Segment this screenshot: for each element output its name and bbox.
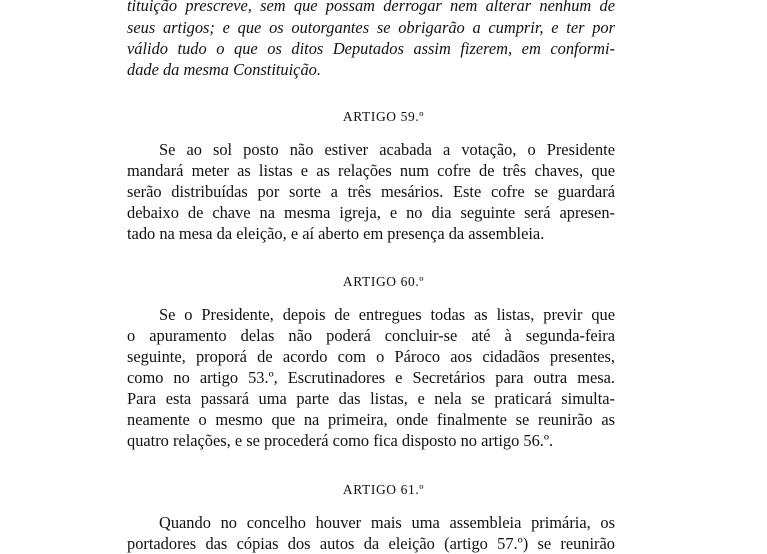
article-60-line-5: Para esta passará uma parte das listas, e nela se praticará simulta- xyxy=(127,389,615,408)
intro-line-2: seus artigos; e que os outorgantes se obrigarão a cumprir, e ter por xyxy=(127,18,615,37)
intro-line-4: dade da mesma Constituição. xyxy=(127,60,321,79)
article-61-heading: ARTIGO 61.º xyxy=(342,482,425,497)
article-60-line-4: como no artigo 53.º, Escrutinadores e Secretários para outra mesa. xyxy=(127,368,615,387)
article-60-line-2: o apuramento delas não poderá concluir-se até à segunda-feira xyxy=(127,326,615,345)
article-60-line-1: Se o Presidente, depois de entregues todas as listas, previr que xyxy=(159,305,615,324)
article-59-line-3: serão distribuídas por sorte a três mesários. Este cofre se guardará xyxy=(127,182,615,201)
article-61-line-1: Quando no concelho houver mais uma assembleia primária, os xyxy=(159,513,615,532)
article-60-line-6: neamente o mesmo que na primeira, onde finalmente se reunirão as xyxy=(127,410,615,429)
article-60-line-7: quatro relações, e se procederá como fica disposto no artigo 56.º. xyxy=(127,431,554,450)
article-59-line-1: Se ao sol posto não estiver acabada a votação, o Presidente xyxy=(159,140,615,159)
article-61-line-2: portadores das cópias dos autos da eleição (artigo 57.º) se reunirão xyxy=(127,534,615,553)
intro-line-1: tituição prescreve, sem que possam derrogar nem alterar nenhum de xyxy=(127,0,615,15)
article-60-line-3: seguinte, proporá de acordo com o Pároco aos cidadãos presentes, xyxy=(127,347,615,366)
article-59-line-4: debaixo de chave na mesma igreja, e no dia seguinte será apresen- xyxy=(127,203,615,222)
intro-line-3: válido tudo o que os ditos Deputados assim fizerem, em conformi- xyxy=(127,39,615,58)
article-59-line-5: tado na mesa da eleição, e aí aberto em presença da assembleia. xyxy=(127,224,545,243)
article-59-heading: ARTIGO 59.º xyxy=(342,109,425,124)
article-60-heading: ARTIGO 60.º xyxy=(342,274,425,289)
article-59-line-2: mandará meter as listas e as relações num cofre de três chaves, que xyxy=(127,161,615,180)
